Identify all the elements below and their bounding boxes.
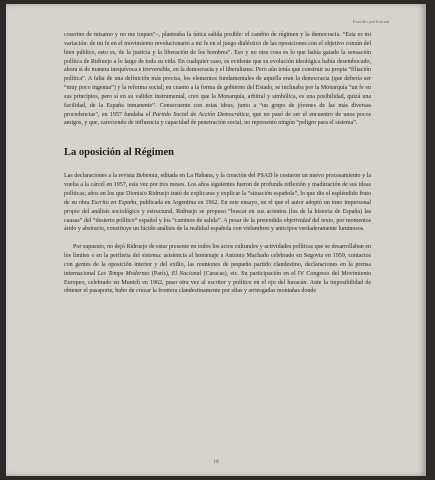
paragraph-1 bbox=[64, 31, 371, 128]
p2-italic-bohemia: Bohemia bbox=[136, 173, 158, 180]
p2-italic-objetividad: objetividad bbox=[283, 217, 311, 224]
paragraph-3 bbox=[64, 243, 371, 296]
section-title: La oposición al Régimen bbox=[64, 147, 174, 159]
paragraph-2 bbox=[64, 172, 371, 234]
book-page bbox=[6, 4, 426, 476]
p1-text-a: coserino de misamo y no me toques”–, planteaba la única salida posible: el cambio de régimen y la democracia. “Esta es mi variación: de mi fe en el movimiento revolucionario a mi fe en el juego dialéctico de las oposiciones con el objetivo común del bien público, esto es, de la justicia y la liberación de los hombres”. Eso y no otra cosa es lo que había gatado la sensación política de Ridruejo a lo largo de toda su vida. En cualquier caso, es evidente que su evolución ideológica había desembocado, ahora sí de manera inequívoca e irreversible, en la democracia y el liberalismo. Pero aún tenía que construir su propia “filiación política”. A falta de una definición más precisa, los elementos fundamentales de aquella eran la democracia (que debería ser “muy poco ingenua”) y la reforma social; en cuanto a la forma de gobierno del Estado, se inclinaba por la Monarquía “un fe en sus principios, pero sí en su validez instrumental, creo que la Monarquía, arbitral y simbólica, es una posibilidad, quizá una facilidad, de la España inmanente”. Consecuente con estas ideas, junto a “un grupo de jóvenes de las más diversas procedencias”, en 1957 fundaba el bbox=[64, 32, 371, 118]
body-text bbox=[64, 31, 371, 296]
p3-text-b: (París), bbox=[149, 270, 172, 277]
p3-italic-temps-modernes: Les Temps Modernes bbox=[97, 270, 150, 277]
p3-italic-el-nacional: El Nacional bbox=[171, 270, 202, 277]
p1-italic-party: Partido Social de Acción Democrática bbox=[152, 111, 249, 118]
p3-text-c: (Caracas), etc. Su participación en el IV Congreso del Movimiento Europeo, celebrado en Munich en 1962, puso otra vez al escritor y político en el ojo del huracán. Ante la imposibilidad de obtener el pasaporte, hubo de cruzar la frontera clandestinamente por altas y arriesgadas montañas donde bbox=[64, 270, 371, 295]
p2-text-b: , editada en La Habana, y la creación del PSAD le costaron un nuevo procesamiento y la vuelta a la cárcel en 1957, esta vez por tres meses. Los años siguientes fueron de profunda reflexión y maduración de sus ideas políticas; años en los que Dionisio Ridruejo trató de explicarse y explicar la “situación española”, lo que dio el espléndido fruto de su obra bbox=[64, 173, 372, 206]
p3-text-a: Por supuesto, no dejó Ridruejo de estar presente en todos los actos culturales y actividades políticas que se desarrollaban en los límites o en la periferia del sistema: asistencia al homenaje a Antonio Machado celebrado en Segovia en 1959, contactos con gentes de la oposición interior y del exilio, las reuniones de pequeño partido clandestino, declaraciones en la prensa internacional bbox=[64, 244, 371, 277]
p2-italic-book: Escrito en España bbox=[91, 199, 137, 206]
p2-text-c: , publicada en Argentina en 1962. En este ensayo, en el que el autor adoptó un tono impersonal propio del análisis sociológico y estructural, Ridruejo se propuso “buscar en sus acientos (los de la historia de España) las causas” del “desierto político” español y los “caminos de salida”. A pesar de la pretendida bbox=[64, 199, 372, 224]
p2-text-d: del texto, por momentos árido y abstracto, constituye un lúcido análisis de la realidad española con vislumbres y anticipos verdaderamente luminosos. bbox=[64, 217, 371, 233]
p2-text-a: Las declaraciones a la revista bbox=[64, 173, 137, 180]
running-head: Estudio preliminar bbox=[352, 19, 390, 24]
page-number: 19 bbox=[213, 460, 219, 465]
p1-text-b: , que no pasó de ser el encuentro de unos pocos amigos, y que, careciendo de influencia y capacidad de penetración social, no representó ningún “peligro para el sistema”. bbox=[64, 111, 371, 127]
